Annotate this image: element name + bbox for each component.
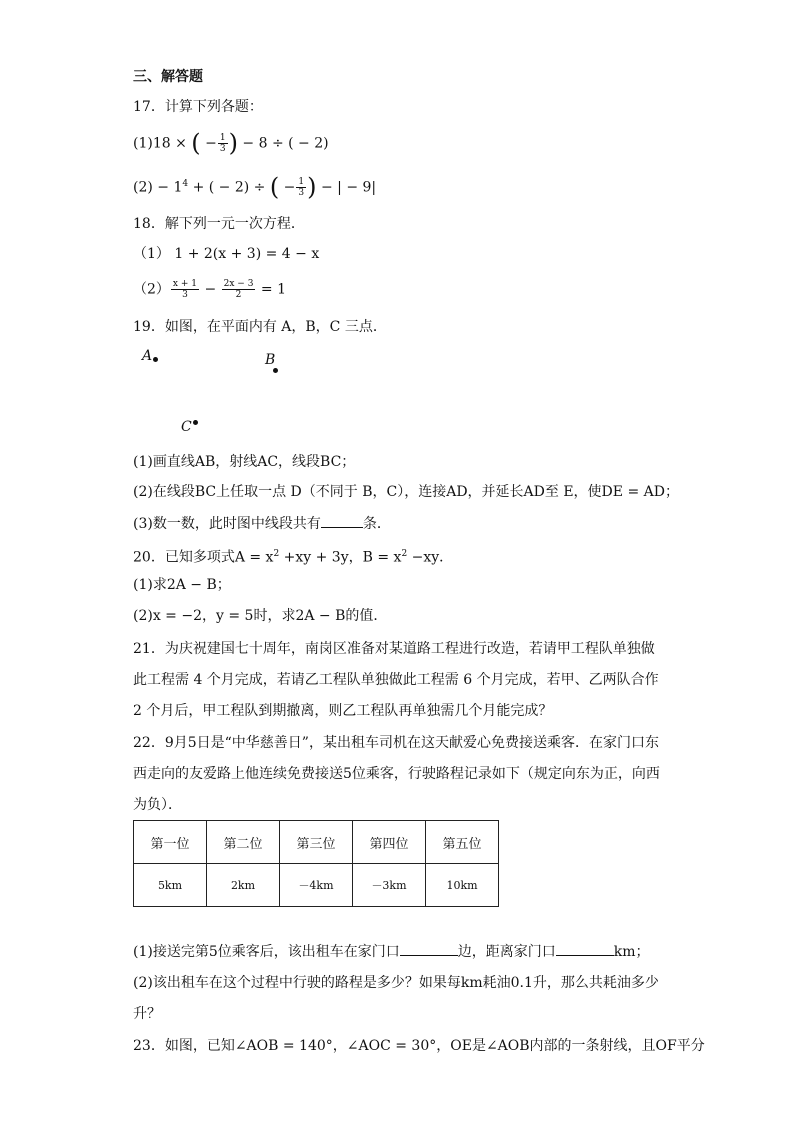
q22-part1-c: km； — [613, 944, 650, 960]
left-paren: ( — [191, 128, 201, 157]
right-paren: ) — [307, 172, 317, 201]
frac-den: 3 — [219, 144, 226, 154]
frac-num: 2x − 3 — [223, 279, 254, 289]
q18-part1: （1） 1 + 2(x + 3) = 4 − x — [133, 246, 320, 262]
q19-part3 — [133, 513, 391, 534]
table-header-cell: 第一位 — [134, 821, 207, 864]
frac-den: 3 — [182, 290, 188, 300]
q17-part2-label: (2) — [133, 179, 153, 196]
q17-part2-rest: − | − 9| — [320, 179, 377, 196]
table-cell: 10km — [426, 864, 499, 907]
q18-part2-rest: = 1 — [260, 281, 286, 298]
q23-line-1: 23．如图，已知∠AOB = 140°，∠AOC = 30°，OE是∠AOB内部的一条射线，且OF平分 — [133, 1038, 705, 1054]
q22-part1-b: 边，距离家门口 — [457, 944, 556, 960]
answer-blank[interactable] — [321, 513, 363, 528]
q17-part2-expr-b: + ( − 2) ÷ — [188, 179, 266, 196]
q19-part3-after: 条． — [362, 516, 391, 532]
frac-den: 3 — [298, 188, 305, 199]
q22-line-3: 为负）． — [133, 797, 182, 813]
q21-line-3: 2 个月后，甲工程队到期撤离，则乙工程队再单独需几个月能完成？ — [133, 703, 553, 719]
point-b-label: B — [265, 352, 276, 368]
q18-fraction-2 — [222, 279, 256, 300]
q22-line-1: 22．9月5日是“中华慈善日”，某出租车司机在这天献爱心免费接送乘客．在家门口东 — [133, 735, 659, 751]
q17-part1-expr-a: 18 × — [152, 135, 187, 152]
q17-part2-exp: 4 — [182, 179, 189, 189]
frac-den: 2 — [235, 290, 242, 300]
q20-exp-1: 2 — [273, 549, 280, 559]
point-c-dot — [193, 420, 198, 425]
q20-title — [133, 544, 453, 568]
direction-blank[interactable] — [400, 941, 458, 956]
table-cell: －4km — [280, 864, 353, 907]
table-header-cell: 第二位 — [207, 821, 280, 864]
right-paren: ) — [228, 128, 238, 157]
table-header-row — [134, 821, 499, 864]
point-a-dot — [153, 357, 158, 362]
q19-part3-before: (3)数一数，此时图中线段共有 — [133, 516, 321, 532]
q21-line-1: 21．为庆祝建国七十周年，南岗区准备对某道路工程进行改造，若请甲工程队单独做 — [133, 641, 655, 657]
q19-part1: (1)画直线AB，射线AC，线段BC； — [133, 454, 356, 470]
section-title: 三、解答题 — [133, 69, 203, 85]
q17-part2-expr-a: − 1 — [157, 179, 183, 196]
q17-part1-label: (1) — [133, 135, 153, 152]
table-header-cell: 第五位 — [426, 821, 499, 864]
q17-part2-fraction — [296, 177, 306, 198]
q20-title-mid: +xy + 3y，B = x — [279, 549, 402, 566]
q17-part1-rest: − 8 ÷ ( − 2) — [242, 135, 329, 152]
q22-part2-line-1: (2)该出租车在这个过程中行驶的路程是多少？如果每km耗油0.1升，那么共耗油多少 — [133, 975, 659, 991]
q17-part2: $(2) - 1^4$ + ( − 2) ÷ ( − $\frac{1}{3}$ ) − | − 9| — [133, 172, 377, 201]
q18-part2-label: （2） — [133, 281, 170, 298]
q19-title: 19．如图，在平面内有 A，B，C 三点． — [133, 319, 387, 335]
q18-title: 18．解下列一元一次方程． — [133, 216, 305, 232]
q17-title: 17．计算下列各题： — [133, 99, 263, 115]
q20-exp-2: 2 — [401, 549, 408, 559]
q18-fraction-1 — [171, 279, 199, 300]
q22-mileage-table — [133, 820, 499, 907]
q22-part1-a: (1)接送完第5位乘客后，该出租车在家门口 — [133, 944, 400, 960]
point-b-dot — [273, 368, 278, 373]
point-a-label: A — [142, 348, 153, 364]
q20-part2: (2)x = −2，y = 5时，求2A − B的值． — [133, 608, 388, 624]
q22-line-2: 西走向的友爱路上他连续免费接送5位乘客，行驶路程记录如下（规定向东为正，向西 — [133, 766, 660, 782]
q17-part1: (1)18 × ( − $\frac{1}{3}$ ) − 8 ÷ ( − 2) — [133, 128, 329, 157]
table-cell: 2km — [207, 864, 280, 907]
q18-part2: （2） $\frac{x + 1}{3}$ − $\frac{2x - 3}{2}$ = 1 — [133, 279, 286, 300]
point-c-label: C — [181, 419, 192, 435]
q21-line-2: 此工程需 4 个月完成，若请乙工程队单独做此工程需 6 个月完成，若甲、乙两队合作 — [133, 672, 659, 688]
table-row — [134, 864, 499, 907]
q20-title-post: −xy． — [407, 549, 454, 566]
table-cell: －3km — [353, 864, 426, 907]
left-paren: ( — [269, 172, 280, 201]
q20-part1: (1)求2A − B； — [133, 577, 231, 593]
distance-blank[interactable] — [556, 941, 614, 956]
q22-part1 — [133, 941, 650, 962]
q22-part2-line-2: 升？ — [133, 1006, 161, 1022]
table-header-cell: 第三位 — [280, 821, 353, 864]
q19-part2: (2)在线段BC上任取一点 D（不同于 B，C），连接AD，并延长AD至 E，使DE = AD； — [133, 484, 679, 500]
q20-title-pre: 20．已知多项式A = x — [133, 549, 274, 566]
frac-num: 1 — [298, 177, 305, 188]
table-header-cell: 第四位 — [353, 821, 426, 864]
q17-part1-fraction — [218, 133, 228, 154]
frac-num: x + 1 — [172, 279, 197, 289]
frac-num: 1 — [219, 133, 226, 143]
table-cell: 5km — [134, 864, 207, 907]
